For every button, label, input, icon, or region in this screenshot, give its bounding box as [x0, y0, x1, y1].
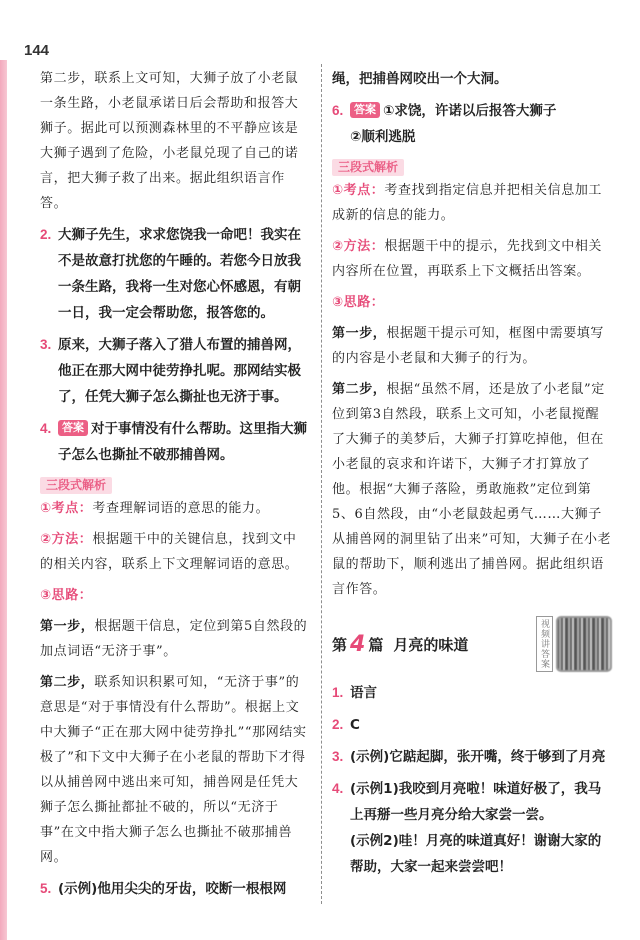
fangfa-label: ②方法：	[40, 532, 93, 547]
kaodian-row	[40, 496, 308, 521]
fangfa-row	[40, 527, 308, 577]
answer-text-1: (示例1)我咬到月亮啦！味道好极了，我马上再掰一些月亮分给大家尝一尝。	[350, 781, 602, 823]
silu-step2	[332, 377, 612, 602]
silu-row	[332, 290, 612, 315]
step2-label: 第二步，	[40, 675, 95, 690]
answer-item-2	[40, 222, 308, 326]
answer-text: C	[350, 717, 360, 733]
answer-item-3	[40, 332, 308, 410]
silu-step1	[40, 614, 308, 664]
answer-text: (示例)它踮起脚，张开嘴，终于够到了月亮	[350, 749, 606, 765]
answer-item-4	[40, 416, 308, 468]
answer-item-6	[332, 98, 612, 150]
analysis-tag: 三段式解析	[40, 477, 112, 494]
step2-label: 第二步，	[332, 382, 387, 397]
qr-block[interactable]	[536, 616, 612, 672]
answer-text: 原来，大狮子落入了猎人布置的捕兽网，他正在那大网中徒劳挣扎呢。那网结实极了，任凭大狮子怎么撕扯也无济于事。	[58, 337, 301, 405]
fangfa-text: 根据题干中的提示，先找到文中相关内容所在位置，再联系上下文概括出答案。	[332, 239, 603, 279]
kaodian-row	[332, 178, 612, 228]
answer-badge: 答案	[350, 102, 380, 118]
intro-step2-text: 第二步，联系上文可知，大狮子放了小老鼠一条生路，小老鼠承诺日后会帮助和报答大狮子。据此可以预测森林里的不平静应该是大狮子遇到了危险，小老鼠兑现了自己的诺言，把大狮子救了出来。据此组织语言作答。	[40, 71, 299, 211]
item-number: 2.	[332, 717, 344, 732]
item-number: 6.	[332, 103, 344, 118]
page-number: 144	[24, 42, 50, 59]
answer-item-1	[332, 680, 612, 706]
silu-label: ③思路：	[332, 295, 385, 310]
column-divider	[321, 64, 322, 904]
answer-text-2: ②顺利逃脱	[350, 129, 416, 145]
section-number: 4	[350, 631, 366, 657]
fangfa-row	[332, 234, 612, 284]
step1-label: 第一步，	[332, 326, 387, 341]
analysis-block-6	[332, 156, 612, 602]
item-number: 3.	[332, 749, 344, 764]
answer-item-4b	[332, 776, 612, 880]
step2-text: 联系知识积累可知，“无济于事”的意思是“对于事情没有什么帮助”。根据上文中大狮子“正在那大网中徒劳挣扎”“那网结实极了”和下文中大狮子在小老鼠的帮助下才得以从捕兽网中逃出来可知，捕兽网是任凭大狮子怎么撕扯都扯不破的，所以“无济于事”在文中指大狮子怎么也撕扯不破那捕兽网。	[40, 675, 307, 865]
step1-text: 根据题干提示可知，框图中需要填写的内容是小老鼠和大狮子的行为。	[332, 326, 605, 366]
item-number: 2.	[40, 227, 52, 242]
kaodian-label: ①考点：	[332, 183, 385, 198]
analysis-tag: 三段式解析	[332, 159, 404, 176]
section-heading	[332, 614, 612, 674]
left-column	[40, 66, 308, 908]
silu-label: ③思路：	[40, 588, 93, 603]
silu-step1	[332, 321, 612, 371]
section-suffix: 篇	[368, 635, 384, 654]
qr-code-icon[interactable]	[556, 616, 612, 672]
analysis-block-4	[40, 474, 308, 870]
section-prefix: 第	[332, 635, 348, 654]
answer-text: 语言	[350, 685, 377, 701]
answer-item-3b	[332, 744, 612, 770]
step1-label: 第一步，	[40, 619, 95, 634]
silu-step2	[40, 670, 308, 870]
kaodian-text: 考查找到指定信息并把相关信息加工成新的信息的能力。	[332, 183, 603, 223]
item-number: 3.	[40, 337, 52, 352]
answer-text: 对于事情没有什么帮助。这里指大狮子怎么也撕扯不破那捕兽网。	[58, 421, 307, 463]
answer-text: (示例)他用尖尖的牙齿，咬断一根根网	[58, 881, 287, 897]
answer-text: 大狮子先生，求求您饶我一命吧！我实在不是故意打扰您的午睡的。若您今日放我一条生路，我将一生对您心怀感恩，有朝一日，我一定会帮助您，报答您的。	[58, 227, 301, 321]
section-title: 月亮的味道	[393, 635, 469, 654]
side-decoration-stripe	[0, 60, 7, 940]
answer-text-2: (示例2)哇！月亮的味道真好！谢谢大家的帮助，大家一起来尝尝吧！	[350, 833, 602, 875]
item-number: 4.	[332, 781, 344, 796]
item-number: 1.	[332, 685, 344, 700]
answer-badge: 答案	[58, 420, 88, 436]
right-column	[332, 66, 612, 886]
answer-item-5	[40, 876, 308, 902]
qr-label: 视频讲答案	[536, 616, 553, 672]
kaodian-text: 考查理解词语的意思的能力。	[92, 501, 270, 516]
step2-text: 根据“虽然不屑，还是放了小老鼠”定位到第3自然段，联系上文可知，小老鼠搅醒了大狮子的美梦后，大狮子打算吃掉他，但在小老鼠的哀求和许诺下，大狮子才打算放了他。根据“大狮子落险，勇敢施救”定位到第5、6自然段，由“小老鼠鼓起勇气……大狮子从捕兽网的洞里钻了出来”可知，大狮子在小老鼠的帮助下，顺利逃出了捕兽网。据此组织语言作答。	[332, 382, 612, 597]
item-number: 4.	[40, 421, 52, 436]
answer-text-1: ①求饶，许诺以后报答大狮子	[383, 103, 557, 119]
fangfa-text: 根据题干中的关键信息，找到文中的相关内容，联系上下文理解词语的意思。	[40, 532, 299, 572]
step1-text: 根据题干信息，定位到第5自然段的加点词语“无济于事”。	[40, 619, 308, 659]
item-number: 5.	[40, 881, 52, 896]
silu-row	[40, 583, 308, 608]
answer-5-continued: 绳，把捕兽网咬出一个大洞。	[332, 71, 508, 87]
kaodian-label: ①考点：	[40, 501, 93, 516]
answer-item-2b	[332, 712, 612, 738]
fangfa-label: ②方法：	[332, 239, 385, 254]
